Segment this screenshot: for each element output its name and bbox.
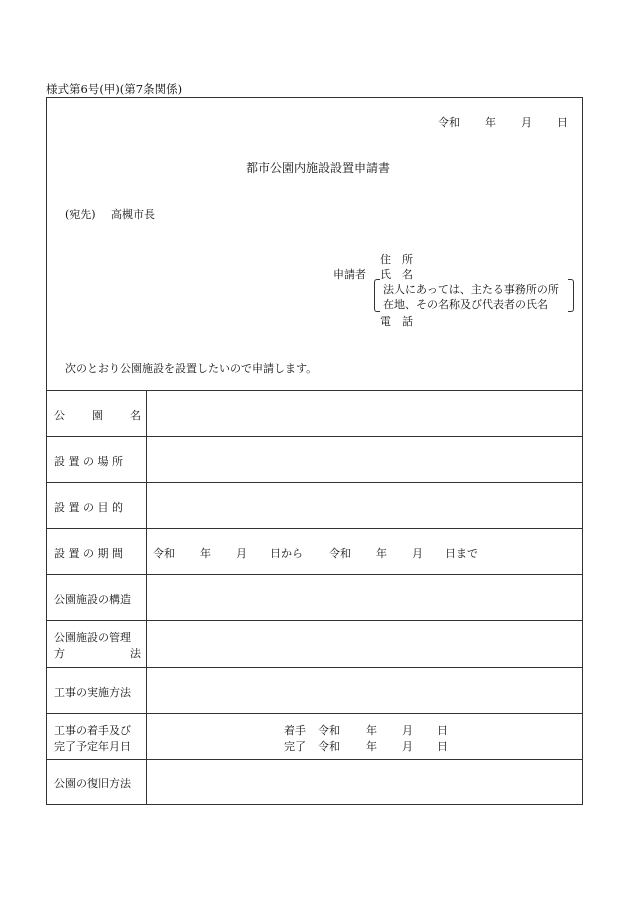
label-line1: 公園施設の管理 <box>54 631 131 644</box>
name-label: 氏 名 <box>380 268 413 281</box>
finish-year: 年 <box>366 740 377 753</box>
finish-era: 令和 <box>318 740 340 753</box>
period-era2: 令和 <box>329 547 351 560</box>
applicant-label: 申請者 <box>333 268 366 281</box>
start-prefix: 着手 <box>284 724 306 737</box>
application-form <box>46 97 583 805</box>
corporate-note-line1: 法人にあっては、主たる事務所の所 <box>383 283 559 296</box>
date-era: 令和 <box>438 116 460 129</box>
label-text: 設 置 の 期 間 <box>54 547 123 560</box>
table-row-location <box>47 436 582 482</box>
row-label <box>47 668 147 713</box>
finish-prefix: 完了 <box>284 740 306 753</box>
finish-month: 月 <box>402 740 413 753</box>
label-text: 工事の実施方法 <box>54 686 131 699</box>
schedule-field[interactable] <box>147 714 582 759</box>
start-year: 年 <box>366 724 377 737</box>
label-char: 公 <box>54 409 65 422</box>
label-line2b: 法 <box>130 647 141 660</box>
row-label <box>47 483 147 528</box>
label-line2a: 方 <box>54 647 65 660</box>
period-month1: 月 <box>236 547 247 560</box>
left-bracket <box>374 279 380 312</box>
date-month: 月 <box>521 116 532 129</box>
form-caption: 様式第6号(甲)(第7条関係) <box>46 82 183 96</box>
park-name-field[interactable] <box>147 391 582 436</box>
label-text: 公園施設の構造 <box>54 593 131 606</box>
date-day: 日 <box>557 116 568 129</box>
phone-label: 電 話 <box>380 315 413 328</box>
restoration-field[interactable] <box>147 760 582 804</box>
row-label <box>47 391 147 436</box>
finish-day: 日 <box>437 740 448 753</box>
period-field[interactable] <box>147 529 582 574</box>
page-title: 都市公園内施設設置申請書 <box>246 161 391 175</box>
start-month: 月 <box>402 724 413 737</box>
period-year2: 年 <box>376 547 387 560</box>
row-label <box>47 714 147 759</box>
table-row-purpose <box>47 482 582 528</box>
label-text: 公園の復旧方法 <box>54 777 131 790</box>
table-row-schedule <box>47 713 582 759</box>
location-field[interactable] <box>147 437 582 482</box>
addressee-prefix: (宛先) <box>65 208 96 221</box>
structure-field[interactable] <box>147 575 582 620</box>
intro-text: 次のとおり公園施設を設置したいので申請します。 <box>65 362 318 375</box>
period-year1: 年 <box>200 547 211 560</box>
period-day1: 日から <box>270 547 303 560</box>
period-day2: 日まで <box>445 547 478 560</box>
table-row-period <box>47 528 582 574</box>
row-label <box>47 760 147 804</box>
start-era: 令和 <box>318 724 340 737</box>
row-label <box>47 529 147 574</box>
label-char: 名 <box>130 409 141 422</box>
label-char: 園 <box>92 409 103 422</box>
table-row-structure <box>47 574 582 620</box>
construction-field[interactable] <box>147 668 582 713</box>
table-row-restoration <box>47 759 582 804</box>
addressee-name: 高槻市長 <box>111 208 155 221</box>
management-field[interactable] <box>147 621 582 667</box>
table-row-construction <box>47 667 582 713</box>
right-bracket <box>568 279 574 312</box>
label-text: 設 置 の 目 的 <box>54 501 123 514</box>
label-line1: 工事の着手及び <box>54 724 131 737</box>
corporate-note-line2: 在地、その名称及び代表者の氏名 <box>383 298 548 311</box>
label-line2: 完了予定年月日 <box>54 740 131 753</box>
address-label: 住 所 <box>380 253 413 266</box>
row-label <box>47 437 147 482</box>
label-text: 設 置 の 場 所 <box>54 455 123 468</box>
table-row-management <box>47 620 582 667</box>
row-label <box>47 575 147 620</box>
period-month2: 月 <box>412 547 423 560</box>
table-row-park-name <box>47 390 582 436</box>
purpose-field[interactable] <box>147 483 582 528</box>
period-era1: 令和 <box>153 547 175 560</box>
row-label <box>47 621 147 667</box>
start-day: 日 <box>437 724 448 737</box>
form-header <box>47 98 582 390</box>
date-year: 年 <box>485 116 496 129</box>
